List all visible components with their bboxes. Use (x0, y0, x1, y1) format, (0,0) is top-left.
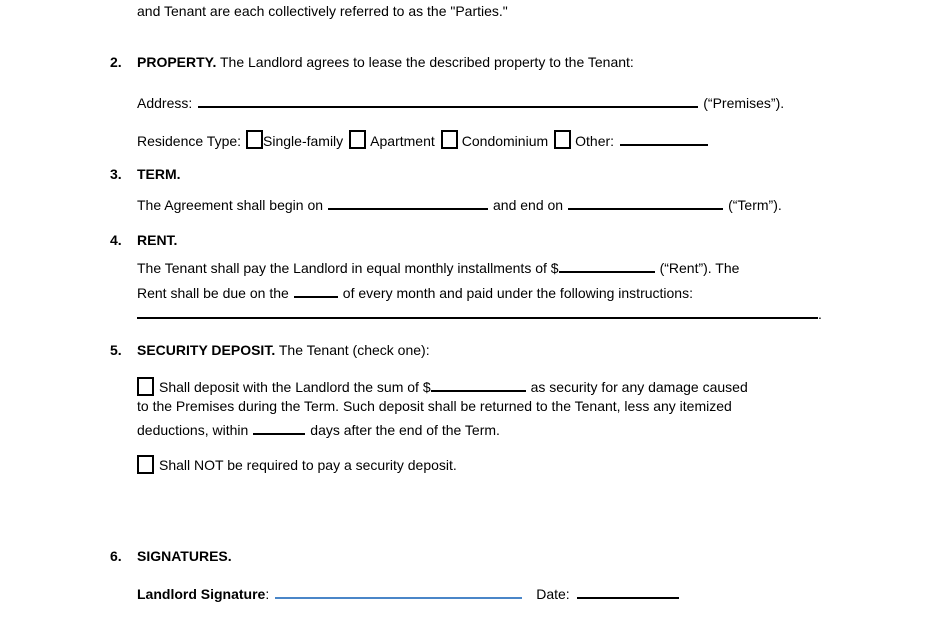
rent-text-4: of every month and paid under the following instructions: (342, 285, 693, 301)
term-text-3: (“Term”). (728, 197, 782, 213)
term-end-blank-field[interactable] (568, 194, 723, 210)
term-text-2: and end on (493, 197, 564, 213)
section-term-title: TERM. (137, 166, 181, 182)
apartment-checkbox[interactable] (349, 130, 366, 149)
deposit-text-5: days after the end of the Term. (310, 422, 500, 438)
other-checkbox[interactable] (554, 130, 571, 149)
residence-type-label: Residence Type: (137, 133, 242, 149)
landlord-signature-blank-field[interactable] (275, 583, 522, 599)
section-security-body: The Tenant (check one): (278, 342, 430, 358)
rent-text-3: Rent shall be due on the (137, 285, 289, 301)
section-signatures-number: 6. (110, 548, 122, 564)
deposit-option-line-2 (137, 398, 732, 415)
section-rent-heading (110, 232, 177, 249)
date-blank-field[interactable] (577, 583, 679, 599)
rent-line-3-period: . (818, 306, 822, 322)
intro-sentence (137, 3, 508, 20)
section-signatures-heading (110, 548, 232, 565)
rent-line-3 (137, 303, 822, 323)
deposit-days-blank-field[interactable] (253, 419, 305, 435)
deposit-amount-blank-field[interactable] (431, 376, 526, 392)
deposit-required-checkbox[interactable] (137, 377, 154, 396)
residence-type-line (137, 130, 708, 150)
premises-suffix: (“Premises”). (703, 95, 785, 111)
term-text-1: The Agreement shall begin on (137, 197, 324, 213)
deposit-option-line-3 (137, 419, 500, 439)
landlord-signature-label: Landlord Signature (137, 586, 266, 602)
intro-text: and Tenant are each collectively referred to as the "Parties." (137, 3, 508, 19)
rent-line-2 (137, 282, 693, 302)
single-family-checkbox[interactable] (246, 130, 263, 149)
rent-due-day-blank-field[interactable] (294, 282, 338, 298)
landlord-signature-colon: : (265, 586, 270, 602)
rent-text-1: The Tenant shall pay the Landlord in equal monthly installments of $ (137, 260, 559, 276)
deposit-option-line-1 (137, 376, 748, 396)
apartment-label: Apartment (370, 133, 435, 149)
single-family-label: Single-family (263, 133, 344, 149)
deposit-text-4: deductions, within (137, 422, 249, 438)
other-label: Other: (575, 133, 615, 149)
condominium-checkbox[interactable] (441, 130, 458, 149)
section-security-title: SECURITY DEPOSIT. (137, 342, 276, 358)
section-rent-title: RENT. (137, 232, 178, 248)
section-property-heading (110, 54, 634, 71)
address-label: Address: (137, 95, 193, 111)
section-property-body: The Landlord agrees to lease the described property to the Tenant: (220, 54, 634, 70)
landlord-signature-line (137, 583, 679, 603)
section-signatures-title: SIGNATURES. (137, 548, 232, 564)
section-property-title: PROPERTY. (137, 54, 217, 70)
condominium-label: Condominium (461, 133, 549, 149)
deposit-text-3: to the Premises during the Term. Such deposit shall be returned to the Tenant, less any itemized (137, 398, 732, 414)
no-deposit-checkbox[interactable] (137, 455, 154, 474)
section-term-heading (110, 166, 181, 183)
no-deposit-text: Shall NOT be required to pay a security deposit. (159, 457, 457, 473)
other-blank-field[interactable] (620, 130, 708, 146)
term-line (137, 194, 782, 214)
deposit-text-2: as security for any damage caused (530, 379, 748, 395)
address-line (137, 92, 784, 112)
address-blank-field[interactable] (198, 92, 698, 108)
rent-text-2: (“Rent”). The (659, 260, 740, 276)
rent-line-1 (137, 257, 739, 277)
section-security-number: 5. (110, 342, 122, 358)
section-rent-number: 4. (110, 232, 122, 248)
section-term-number: 3. (110, 166, 122, 182)
date-label: Date: (536, 586, 570, 602)
section-security-heading (110, 342, 430, 359)
rent-instructions-blank-field[interactable] (137, 303, 818, 319)
term-begin-blank-field[interactable] (328, 194, 488, 210)
no-deposit-option-line (137, 455, 457, 474)
section-property-number: 2. (110, 54, 122, 70)
rent-amount-blank-field[interactable] (559, 257, 655, 273)
deposit-text-1: Shall deposit with the Landlord the sum of $ (159, 379, 431, 395)
